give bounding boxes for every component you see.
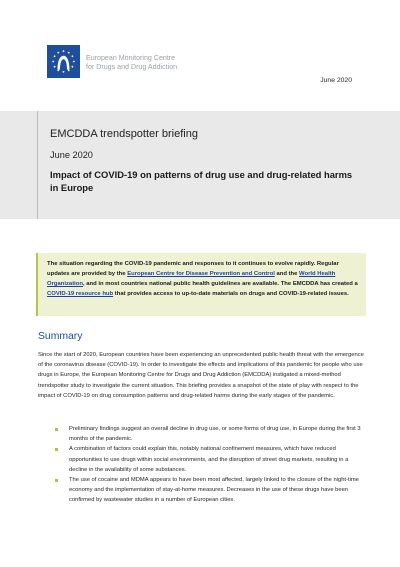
summary-heading: Summary (38, 331, 83, 342)
covid-resource-hub-link[interactable]: COVID-19 resource hub (47, 291, 114, 298)
notice-text-part-4: that provides access to up-to-date materials on drugs and COVID-19-related issues. (113, 291, 349, 298)
bullet-square-icon (55, 448, 58, 451)
briefing-title: Impact of COVID-19 on patterns of drug use and drug-related harms in Europe (50, 169, 353, 193)
emcdda-logo-icon (47, 45, 80, 78)
list-item (55, 444, 367, 475)
bullet-square-icon (55, 428, 58, 431)
notice-text (47, 259, 358, 299)
bullet-square-icon (55, 479, 58, 482)
publication-date: June 2020 (320, 77, 352, 84)
bullet-text: A combination of factors could explain this, notably national confinement measures, which have reduced opportunities to use drugs within social environments, and the disruption of street drug markets, resulting in a decline in the availability of some substances. (69, 446, 349, 473)
notice-text-part-2: and the (274, 271, 300, 278)
list-item (55, 475, 367, 506)
who-link[interactable]: World Health Organization (47, 271, 336, 288)
briefing-date: June 2020 (50, 150, 93, 160)
org-name-line-1: European Monitoring Centre (86, 54, 176, 62)
bullet-text: The use of cocaine and MDMA appears to have been most affected, largely linked to the closure of the night-time economy and the implementation of stay-at-home measures. Decreases in the use of these drugs have been confirmed by wastewater studies in a number of European cities. (69, 477, 359, 504)
title-band-divider (37, 111, 38, 219)
ecdc-link[interactable]: European Centre for Disease Prevention and Control (127, 271, 275, 278)
org-name-line-2: for Drugs and Drug Addiction (86, 63, 178, 71)
summary-bullet-list (55, 424, 367, 506)
emcdda-logo (47, 45, 177, 78)
organization-name (86, 54, 177, 72)
notice-text-part-3: , and in most countries national public health guidelines are available. The EMCDDA has created a (83, 281, 358, 288)
bullet-text: Preliminary findings suggest an overall decline in drug use, or some forms of drug use, in Europe during the first 3 months of the pandemic. (69, 426, 361, 443)
notice-text-part-1: The situation regarding the COVID-19 pandemic and responses to it continues to evolve rapidly. Regular updates are provided by the (47, 261, 339, 278)
notice-box (36, 253, 366, 316)
summary-paragraph: Since the start of 2020, European countries have been experiencing an unprecedented public health threat with the emergence of the coronavirus disease (COVID-19). In order to investigate the effects and implications of this pandemic for people who use drugs in Europe, the European Monitoring Centre for Drugs and Drug Addiction (EMCDDA) instigated a mixed-method trendspotter study to investigate the current situation. This briefing provides a snapshot of the state of play with respect to the impact of COVID-19 on drug consumption patterns and drug-related harms during the early stages of the pandemic. (38, 352, 364, 399)
briefing-series-label: EMCDDA trendspotter briefing (50, 128, 198, 140)
list-item (55, 424, 367, 444)
